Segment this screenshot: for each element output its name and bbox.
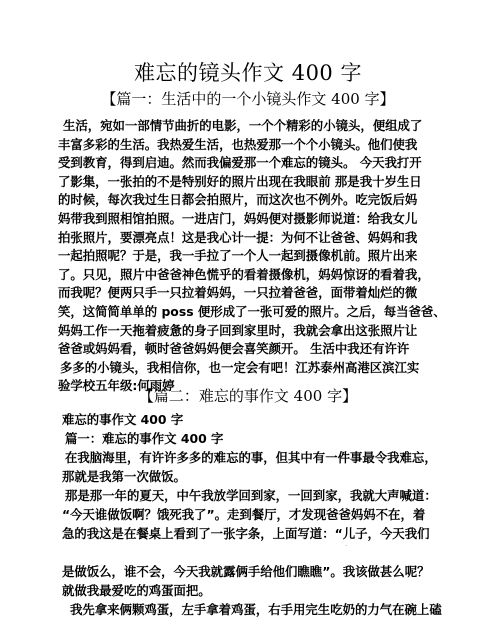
paragraph-line: 验学校五年级:何雨婷 (58, 378, 175, 394)
paragraph-line: 是做饭么，谁不会，今天我就露俩手给他们瞧瞧”。我该做甚么呢？ (62, 564, 430, 579)
paragraph-line: 拍张照片，要漂亮点！这是我心计一提：为何不让爸爸、妈妈和我 (58, 229, 418, 245)
paragraph-line: 受到教育，得到启迪。然而我偏爱那一个难忘的镜头。 今天我打开 (58, 155, 422, 171)
paragraph-line: “今天谁做饭啊？饿死我了”。走到餐厅，才发现爸爸妈妈不在，着 (62, 507, 426, 522)
paragraph-line: 急的我这是在餐桌上看到了一张字条，上面写道：“儿子，今天我们 (62, 526, 430, 541)
paragraph-line: 丰富多彩的生活。我热爱生活，也热爱那一个个小镜头。他们使我 (58, 136, 418, 152)
paragraph-line: 那是那一年的夏天，中午我放学回到家，一回到家，我就大声喊道： (65, 488, 437, 503)
document-title: 难忘的镜头作文 400 字 (134, 61, 362, 85)
paragraph-line: 生活，宛如一部情节曲折的电影，一个个精彩的小镜头，便组成了 (63, 118, 423, 133)
paragraph-line: 而我呢？便两只手一只拉着妈妈，一只拉着爸爸，面带着灿烂的微 (58, 285, 418, 301)
paragraph-line: 妈妈工作一天拖着疲惫的身子回到家里时，我就会拿出这张照片让 (58, 322, 418, 338)
paragraph-line: 多多的小镜头，我相信你，也一定会有吧！江苏泰州高港区滨江实 (60, 359, 420, 375)
section2-body (60, 410, 442, 619)
paragraph-line: 一起拍照呢？于是，我一手拉了一个人一起到摄像机前。照片出来 (58, 248, 418, 264)
page-cutoff (0, 546, 496, 561)
section1-body (58, 117, 446, 396)
paragraph-line: 爸爸或妈妈看，顿时爸爸妈妈便会喜笑颜开。 生活中我还有许许 (58, 341, 410, 357)
paragraph-line: 妈带我到照相馆拍照。一进店门，妈妈便对摄影师说道：给我女儿 (58, 210, 418, 226)
paragraph-line: 难忘的事作文 400 字 (62, 412, 184, 427)
paragraph-line: 我先拿来俩颗鸡蛋，左手拿着鸡蛋，右手用完生吃奶的力气在碗上磕 (70, 602, 442, 617)
paragraph-line: 了影集，一张拍的不是特别好的照片出现在我眼前 那是我十岁生日 (58, 173, 422, 189)
paragraph-line: 的时候，每次我过生日都会拍照片，而这次也不例外。吃完饭后妈 (58, 192, 418, 208)
paragraph-line: 了。只见，照片中爸爸神色慌乎的看着摄像机，妈妈惊讶的看着我， (58, 266, 430, 282)
paragraph-line: 篇一：难忘的事作文 400 字 (65, 431, 224, 446)
section2-heading: 【篇二：难忘的事作文 400 字】 (138, 387, 358, 405)
paragraph-line: 那就是我第一次做饭。 (62, 469, 186, 484)
paragraph-line: 在我脑海里，有许许多多的难忘的事，但其中有一件事最令我难忘， (65, 450, 437, 465)
paragraph-line: 就做我最爱吃的鸡蛋面把。 (62, 583, 211, 598)
section1-heading: 【篇一：生活中的一个小镜头作文 400 字】 (101, 90, 395, 108)
paragraph-line: 笑，这简简单单的 poss 便形成了一张可爱的照片。之后，每当爸爸、 (58, 303, 446, 319)
